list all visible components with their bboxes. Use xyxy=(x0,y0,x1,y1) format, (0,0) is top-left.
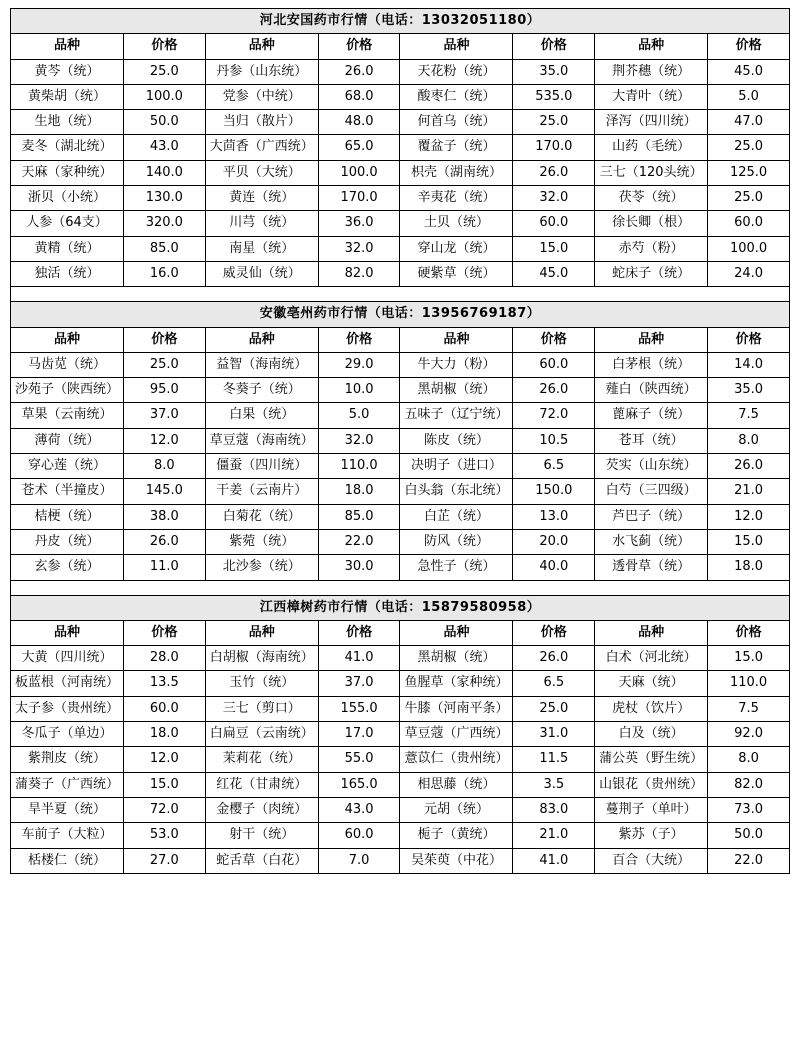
herb-name: 何首乌（统） xyxy=(400,110,513,135)
herb-price: 60.0 xyxy=(708,211,790,236)
column-header-price: 价格 xyxy=(123,620,205,645)
column-header-name: 品种 xyxy=(400,620,513,645)
herb-price: 535.0 xyxy=(513,84,595,109)
herb-price: 26.0 xyxy=(318,59,400,84)
herb-name: 大黄（四川统） xyxy=(11,646,124,671)
herb-name: 百合（大统） xyxy=(595,848,708,873)
section-title: 江西樟树药市行情（电话：15879580958） xyxy=(11,595,790,620)
table-row xyxy=(11,378,790,403)
herb-price: 72.0 xyxy=(513,403,595,428)
herb-price: 50.0 xyxy=(708,823,790,848)
herb-name: 紫苏（子） xyxy=(595,823,708,848)
herb-name: 黄精（统） xyxy=(11,236,124,261)
herb-name: 三七（剪口） xyxy=(205,696,318,721)
herb-price: 24.0 xyxy=(708,261,790,286)
herb-name: 鱼腥草（家种统） xyxy=(400,671,513,696)
herb-name: 玉竹（统） xyxy=(205,671,318,696)
herb-name: 旱半夏（统） xyxy=(11,797,124,822)
herb-name: 薤白（陕西统） xyxy=(595,378,708,403)
column-header-price: 价格 xyxy=(123,34,205,59)
herb-price: 68.0 xyxy=(318,84,400,109)
herb-price: 60.0 xyxy=(318,823,400,848)
herb-name: 白头翁（东北统） xyxy=(400,479,513,504)
column-header-price: 价格 xyxy=(123,327,205,352)
herb-name: 牛大力（粉） xyxy=(400,352,513,377)
herb-price: 145.0 xyxy=(123,479,205,504)
column-header-price: 价格 xyxy=(708,34,790,59)
herb-price: 150.0 xyxy=(513,479,595,504)
column-header-name: 品种 xyxy=(595,34,708,59)
table-row xyxy=(11,211,790,236)
herb-price: 31.0 xyxy=(513,722,595,747)
herb-name: 水飞蓟（统） xyxy=(595,529,708,554)
herb-price: 6.5 xyxy=(513,671,595,696)
herb-price: 100.0 xyxy=(318,160,400,185)
herb-price: 95.0 xyxy=(123,378,205,403)
column-header-row xyxy=(11,620,790,645)
herb-price: 14.0 xyxy=(708,352,790,377)
herb-name: 陈皮（统） xyxy=(400,428,513,453)
herb-name: 牛膝（河南平条） xyxy=(400,696,513,721)
herb-price: 32.0 xyxy=(318,236,400,261)
herb-name: 白果（统） xyxy=(205,403,318,428)
column-header-name: 品种 xyxy=(400,327,513,352)
table-row xyxy=(11,428,790,453)
section-gap xyxy=(11,287,790,302)
section-title-row xyxy=(11,9,790,34)
herb-name: 白芷（统） xyxy=(400,504,513,529)
table-row xyxy=(11,722,790,747)
herb-price: 18.0 xyxy=(123,722,205,747)
herb-price: 53.0 xyxy=(123,823,205,848)
herb-price: 55.0 xyxy=(318,747,400,772)
herb-price: 3.5 xyxy=(513,772,595,797)
herb-name: 当归（散片） xyxy=(205,110,318,135)
herb-price: 48.0 xyxy=(318,110,400,135)
table-row xyxy=(11,529,790,554)
herb-price: 170.0 xyxy=(513,135,595,160)
herb-name: 白术（河北统） xyxy=(595,646,708,671)
herb-price: 7.5 xyxy=(708,403,790,428)
herb-price: 45.0 xyxy=(513,261,595,286)
herb-name: 荆芥穗（统） xyxy=(595,59,708,84)
herb-price: 7.5 xyxy=(708,696,790,721)
herb-name: 蔓荆子（单叶） xyxy=(595,797,708,822)
herb-name: 沙苑子（陕西统） xyxy=(11,378,124,403)
herb-name: 板蓝根（河南统） xyxy=(11,671,124,696)
herb-price: 73.0 xyxy=(708,797,790,822)
table-row xyxy=(11,454,790,479)
column-header-price: 价格 xyxy=(513,327,595,352)
herb-price: 5.0 xyxy=(318,403,400,428)
herb-name: 太子参（贵州统） xyxy=(11,696,124,721)
herb-name: 蒲公英（野生统） xyxy=(595,747,708,772)
section-title-row xyxy=(11,302,790,327)
herb-name: 黑胡椒（统） xyxy=(400,378,513,403)
herb-price: 92.0 xyxy=(708,722,790,747)
column-header-name: 品种 xyxy=(400,34,513,59)
herb-price: 20.0 xyxy=(513,529,595,554)
table-row xyxy=(11,646,790,671)
herb-price: 5.0 xyxy=(708,84,790,109)
herb-price: 43.0 xyxy=(123,135,205,160)
herb-price: 22.0 xyxy=(708,848,790,873)
herb-price: 25.0 xyxy=(123,352,205,377)
herb-price: 26.0 xyxy=(123,529,205,554)
herb-price: 11.0 xyxy=(123,555,205,580)
table-row xyxy=(11,160,790,185)
table-row xyxy=(11,772,790,797)
herb-name: 丹参（山东统） xyxy=(205,59,318,84)
herb-name: 硬紫草（统） xyxy=(400,261,513,286)
table-row xyxy=(11,797,790,822)
herb-price: 50.0 xyxy=(123,110,205,135)
column-header-price: 价格 xyxy=(318,34,400,59)
table-row xyxy=(11,236,790,261)
column-header-row xyxy=(11,327,790,352)
herb-name: 紫荆皮（统） xyxy=(11,747,124,772)
herb-price: 25.0 xyxy=(123,59,205,84)
herb-name: 草果（云南统） xyxy=(11,403,124,428)
table-row xyxy=(11,555,790,580)
herb-price: 130.0 xyxy=(123,186,205,211)
herb-price: 25.0 xyxy=(708,186,790,211)
herb-name: 车前子（大粒） xyxy=(11,823,124,848)
herb-name: 薄荷（统） xyxy=(11,428,124,453)
herb-price: 83.0 xyxy=(513,797,595,822)
section-title: 河北安国药市行情（电话：13032051180） xyxy=(11,9,790,34)
herb-name: 栀子（黄统） xyxy=(400,823,513,848)
column-header-price: 价格 xyxy=(513,620,595,645)
herb-name: 僵蚕（四川统） xyxy=(205,454,318,479)
herb-name: 浙贝（小统） xyxy=(11,186,124,211)
herb-name: 天麻（家种统） xyxy=(11,160,124,185)
column-header-price: 价格 xyxy=(708,327,790,352)
table-body xyxy=(11,9,790,874)
herb-name: 相思藤（统） xyxy=(400,772,513,797)
herb-price: 12.0 xyxy=(123,428,205,453)
herb-name: 麦冬（湖北统） xyxy=(11,135,124,160)
column-header-name: 品种 xyxy=(595,620,708,645)
herb-name: 独活（统） xyxy=(11,261,124,286)
herb-name: 茉莉花（统） xyxy=(205,747,318,772)
herb-name: 生地（统） xyxy=(11,110,124,135)
herb-price: 11.5 xyxy=(513,747,595,772)
herb-name: 元胡（统） xyxy=(400,797,513,822)
herb-price: 41.0 xyxy=(513,848,595,873)
table-row xyxy=(11,186,790,211)
herb-price: 21.0 xyxy=(708,479,790,504)
herb-price: 37.0 xyxy=(318,671,400,696)
herb-price: 17.0 xyxy=(318,722,400,747)
herb-price: 12.0 xyxy=(708,504,790,529)
herb-price: 35.0 xyxy=(513,59,595,84)
herb-price: 25.0 xyxy=(513,696,595,721)
herb-name: 蛇舌草（白花） xyxy=(205,848,318,873)
herb-name: 蒲葵子（广西统） xyxy=(11,772,124,797)
herb-name: 山银花（贵州统） xyxy=(595,772,708,797)
herb-name: 桔梗（统） xyxy=(11,504,124,529)
herb-name: 北沙参（统） xyxy=(205,555,318,580)
herb-price: 60.0 xyxy=(513,211,595,236)
herb-price: 110.0 xyxy=(318,454,400,479)
herb-price: 10.5 xyxy=(513,428,595,453)
herb-price: 8.0 xyxy=(123,454,205,479)
herb-name: 穿心莲（统） xyxy=(11,454,124,479)
herb-price: 100.0 xyxy=(708,236,790,261)
herb-name: 射干（统） xyxy=(205,823,318,848)
section-gap xyxy=(11,580,790,595)
herb-name: 平贝（大统） xyxy=(205,160,318,185)
herb-price: 29.0 xyxy=(318,352,400,377)
herb-name: 薏苡仁（贵州统） xyxy=(400,747,513,772)
herb-name: 黑胡椒（统） xyxy=(400,646,513,671)
herb-name: 川芎（统） xyxy=(205,211,318,236)
herb-name: 急性子（统） xyxy=(400,555,513,580)
herb-price: 21.0 xyxy=(513,823,595,848)
herb-price: 40.0 xyxy=(513,555,595,580)
herb-name: 大青叶（统） xyxy=(595,84,708,109)
herb-price: 10.0 xyxy=(318,378,400,403)
column-header-name: 品种 xyxy=(11,620,124,645)
column-header-name: 品种 xyxy=(595,327,708,352)
herb-price: 22.0 xyxy=(318,529,400,554)
herb-name: 白胡椒（海南统） xyxy=(205,646,318,671)
market-price-document xyxy=(10,0,790,880)
herb-price: 32.0 xyxy=(513,186,595,211)
herb-name: 吴茱萸（中花） xyxy=(400,848,513,873)
herb-name: 五味子（辽宁统） xyxy=(400,403,513,428)
herb-name: 冬瓜子（单边） xyxy=(11,722,124,747)
column-header-row xyxy=(11,34,790,59)
herb-price: 125.0 xyxy=(708,160,790,185)
column-header-name: 品种 xyxy=(205,620,318,645)
herb-price: 18.0 xyxy=(318,479,400,504)
column-header-name: 品种 xyxy=(205,34,318,59)
herb-name: 泽泻（四川统） xyxy=(595,110,708,135)
herb-name: 黄柴胡（统） xyxy=(11,84,124,109)
herb-name: 栝楼仁（统） xyxy=(11,848,124,873)
herb-price: 37.0 xyxy=(123,403,205,428)
herb-price: 82.0 xyxy=(708,772,790,797)
herb-name: 大茴香（广西统） xyxy=(205,135,318,160)
herb-price: 26.0 xyxy=(513,378,595,403)
herb-price: 140.0 xyxy=(123,160,205,185)
herb-price: 8.0 xyxy=(708,747,790,772)
herb-price: 26.0 xyxy=(708,454,790,479)
column-header-name: 品种 xyxy=(11,327,124,352)
herb-name: 蓖麻子（统） xyxy=(595,403,708,428)
herb-name: 决明子（进口） xyxy=(400,454,513,479)
herb-name: 徐长卿（根） xyxy=(595,211,708,236)
herb-price: 7.0 xyxy=(318,848,400,873)
table-row xyxy=(11,504,790,529)
herb-price: 26.0 xyxy=(513,646,595,671)
market-price-table xyxy=(10,8,790,874)
herb-name: 三七（120头统） xyxy=(595,160,708,185)
herb-name: 虎杖（饮片） xyxy=(595,696,708,721)
herb-price: 36.0 xyxy=(318,211,400,236)
herb-price: 60.0 xyxy=(123,696,205,721)
herb-price: 26.0 xyxy=(513,160,595,185)
herb-price: 8.0 xyxy=(708,428,790,453)
section-gap-cell xyxy=(11,580,790,595)
herb-price: 15.0 xyxy=(708,646,790,671)
herb-name: 覆盆子（统） xyxy=(400,135,513,160)
herb-price: 110.0 xyxy=(708,671,790,696)
herb-name: 透骨草（统） xyxy=(595,555,708,580)
column-header-name: 品种 xyxy=(11,34,124,59)
section-title: 安徽亳州药市行情（电话：13956769187） xyxy=(11,302,790,327)
table-row xyxy=(11,823,790,848)
herb-name: 辛夷花（统） xyxy=(400,186,513,211)
herb-name: 土贝（统） xyxy=(400,211,513,236)
herb-name: 枳壳（湖南统） xyxy=(400,160,513,185)
herb-name: 黄芩（统） xyxy=(11,59,124,84)
herb-name: 南星（统） xyxy=(205,236,318,261)
herb-price: 85.0 xyxy=(123,236,205,261)
herb-price: 45.0 xyxy=(708,59,790,84)
herb-price: 25.0 xyxy=(513,110,595,135)
herb-price: 82.0 xyxy=(318,261,400,286)
table-row xyxy=(11,696,790,721)
herb-name: 白菊花（统） xyxy=(205,504,318,529)
herb-price: 41.0 xyxy=(318,646,400,671)
herb-name: 红花（甘肃统） xyxy=(205,772,318,797)
herb-name: 玄参（统） xyxy=(11,555,124,580)
herb-name: 苍术（半撞皮） xyxy=(11,479,124,504)
herb-price: 12.0 xyxy=(123,747,205,772)
herb-price: 35.0 xyxy=(708,378,790,403)
herb-name: 苍耳（统） xyxy=(595,428,708,453)
herb-price: 16.0 xyxy=(123,261,205,286)
herb-name: 防风（统） xyxy=(400,529,513,554)
herb-name: 天麻（统） xyxy=(595,671,708,696)
herb-name: 茯苓（统） xyxy=(595,186,708,211)
herb-price: 85.0 xyxy=(318,504,400,529)
herb-price: 28.0 xyxy=(123,646,205,671)
column-header-price: 价格 xyxy=(513,34,595,59)
herb-price: 170.0 xyxy=(318,186,400,211)
column-header-price: 价格 xyxy=(318,620,400,645)
herb-price: 155.0 xyxy=(318,696,400,721)
table-row xyxy=(11,110,790,135)
herb-name: 山药（毛统） xyxy=(595,135,708,160)
herb-name: 白芍（三四级） xyxy=(595,479,708,504)
column-header-name: 品种 xyxy=(205,327,318,352)
herb-name: 威灵仙（统） xyxy=(205,261,318,286)
herb-price: 25.0 xyxy=(708,135,790,160)
herb-name: 白及（统） xyxy=(595,722,708,747)
section-title-row xyxy=(11,595,790,620)
herb-price: 47.0 xyxy=(708,110,790,135)
herb-name: 金樱子（肉统） xyxy=(205,797,318,822)
table-row xyxy=(11,747,790,772)
herb-price: 100.0 xyxy=(123,84,205,109)
table-row xyxy=(11,84,790,109)
herb-price: 60.0 xyxy=(513,352,595,377)
herb-price: 27.0 xyxy=(123,848,205,873)
herb-price: 18.0 xyxy=(708,555,790,580)
herb-name: 白扁豆（云南统） xyxy=(205,722,318,747)
herb-price: 13.0 xyxy=(513,504,595,529)
herb-name: 丹皮（统） xyxy=(11,529,124,554)
herb-name: 马齿苋（统） xyxy=(11,352,124,377)
herb-name: 干姜（云南片） xyxy=(205,479,318,504)
herb-name: 益智（海南统） xyxy=(205,352,318,377)
column-header-price: 价格 xyxy=(318,327,400,352)
table-row xyxy=(11,59,790,84)
herb-price: 15.0 xyxy=(123,772,205,797)
herb-name: 黄连（统） xyxy=(205,186,318,211)
herb-name: 人参（64支） xyxy=(11,211,124,236)
table-row xyxy=(11,352,790,377)
herb-name: 天花粉（统） xyxy=(400,59,513,84)
herb-name: 白茅根（统） xyxy=(595,352,708,377)
herb-name: 芦巴子（统） xyxy=(595,504,708,529)
herb-price: 72.0 xyxy=(123,797,205,822)
herb-price: 165.0 xyxy=(318,772,400,797)
herb-price: 6.5 xyxy=(513,454,595,479)
herb-name: 紫菀（统） xyxy=(205,529,318,554)
herb-name: 酸枣仁（统） xyxy=(400,84,513,109)
herb-name: 穿山龙（统） xyxy=(400,236,513,261)
herb-price: 43.0 xyxy=(318,797,400,822)
herb-price: 320.0 xyxy=(123,211,205,236)
table-row xyxy=(11,479,790,504)
herb-price: 15.0 xyxy=(513,236,595,261)
herb-price: 30.0 xyxy=(318,555,400,580)
herb-name: 蛇床子（统） xyxy=(595,261,708,286)
herb-name: 草豆蔻（广西统） xyxy=(400,722,513,747)
herb-price: 15.0 xyxy=(708,529,790,554)
herb-name: 冬葵子（统） xyxy=(205,378,318,403)
table-row xyxy=(11,135,790,160)
table-row xyxy=(11,403,790,428)
column-header-price: 价格 xyxy=(708,620,790,645)
herb-price: 38.0 xyxy=(123,504,205,529)
table-row xyxy=(11,261,790,286)
herb-price: 13.5 xyxy=(123,671,205,696)
herb-name: 草豆蔻（海南统） xyxy=(205,428,318,453)
table-row xyxy=(11,671,790,696)
herb-price: 65.0 xyxy=(318,135,400,160)
table-row xyxy=(11,848,790,873)
herb-price: 32.0 xyxy=(318,428,400,453)
herb-name: 芡实（山东统） xyxy=(595,454,708,479)
herb-name: 赤芍（粉） xyxy=(595,236,708,261)
section-gap-cell xyxy=(11,287,790,302)
herb-name: 党参（中统） xyxy=(205,84,318,109)
